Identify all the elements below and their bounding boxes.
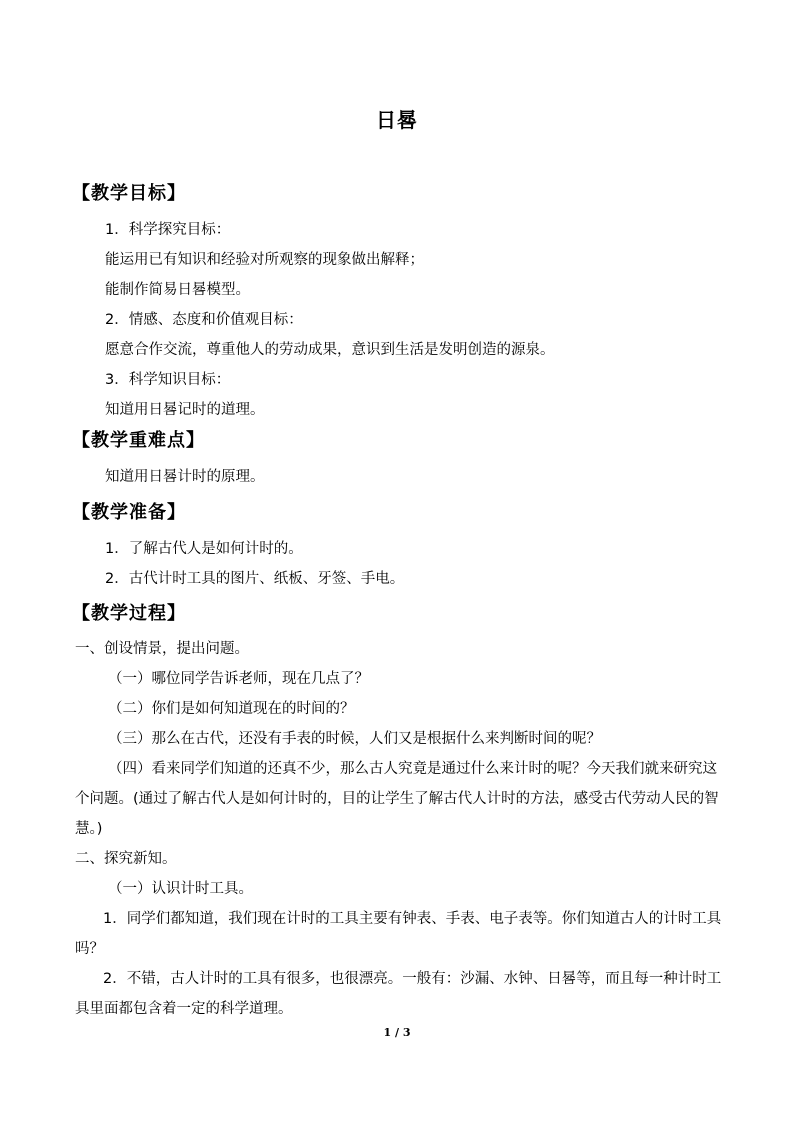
- process-part-heading: 二、探究新知。: [75, 851, 177, 867]
- page-number: 1 / 3: [383, 1026, 411, 1039]
- process-subheading: （一）认识计时工具。: [108, 881, 253, 897]
- keypoint-line: 知道用日晷计时的原理。: [105, 469, 265, 485]
- process-part-heading: 一、创设情景，提出问题。: [75, 641, 249, 657]
- objective-line: 2．情感、态度和价值观目标：: [105, 312, 303, 328]
- objective-line: 1．科学探究目标：: [105, 222, 231, 238]
- prep-line: 2．古代计时工具的图片、纸板、牙签、手电。: [105, 571, 405, 587]
- process-question: （二）你们是如何知道现在的时间的？: [108, 701, 355, 717]
- objective-line: 3．科学知识目标：: [105, 372, 231, 388]
- prep-line: 1．了解古代人是如何计时的。: [105, 541, 303, 557]
- objective-line: 能制作简易日晷模型。: [105, 282, 250, 298]
- section-heading-objectives: 【教学目标】: [72, 183, 186, 204]
- objective-line: 知道用日晷记时的道理。: [105, 402, 265, 418]
- process-question: （三）那么在古代，还没有手表的时候，人们又是根据什么来判断时间的呢？: [108, 731, 601, 747]
- section-heading-process: 【教学过程】: [72, 603, 186, 624]
- process-paragraph: （四）看来同学们知道的还真不少，那么古人究竟是通过什么来计时的呢？今天我们就来研究这个问题。(通过了解古代人是如何计时的，目的让学生了解古代人计时的方法，感受古代劳动人民的智慧。): [75, 761, 719, 837]
- section-heading-prep: 【教学准备】: [72, 502, 186, 523]
- process-question: （一）哪位同学告诉老师，现在几点了？: [108, 671, 369, 687]
- process-paragraph: 2．不错，古人计时的工具有很多，也很漂亮。一般有：沙漏、水钟、日晷等，而且每一种计时工具里面都包含着一定的科学道理。: [75, 971, 722, 1017]
- section-heading-keypoints: 【教学重难点】: [72, 430, 205, 451]
- process-paragraph: 1．同学们都知道，我们现在计时的工具主要有钟表、手表、电子表等。你们知道古人的计时工具吗？: [75, 911, 722, 957]
- objective-line: 能运用已有知识和经验对所观察的现象做出解释；: [105, 252, 424, 268]
- objective-line: 愿意合作交流，尊重他人的劳动成果，意识到生活是发明创造的源泉。: [105, 342, 555, 358]
- page-title: 日晷: [376, 108, 418, 132]
